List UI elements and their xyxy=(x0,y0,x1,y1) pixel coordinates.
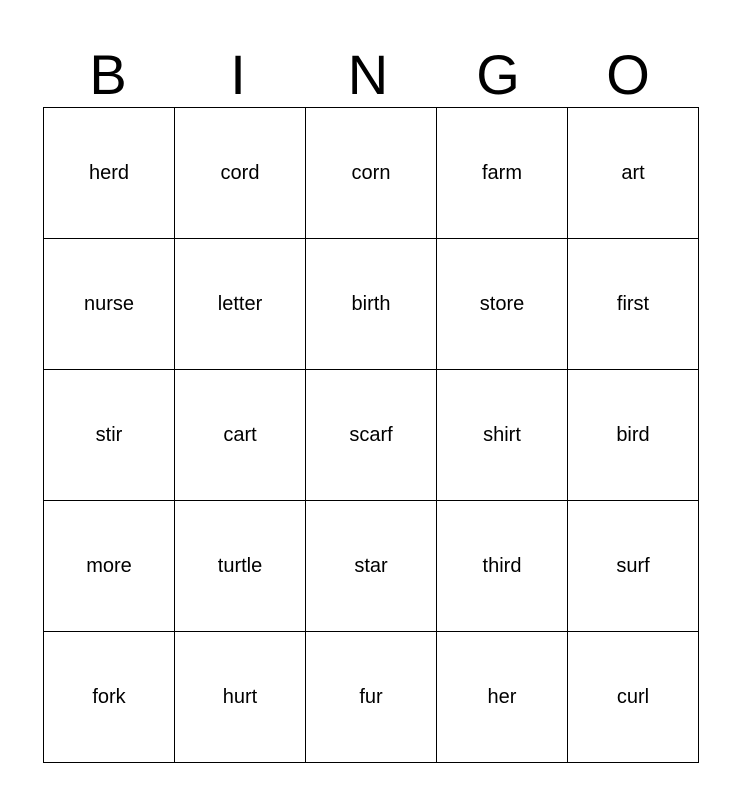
header-letter-i: I xyxy=(230,43,246,106)
board-cell[interactable]: surf xyxy=(568,501,699,632)
board-cell[interactable]: star xyxy=(306,501,437,632)
board-cell[interactable]: first xyxy=(568,239,699,370)
board-cell[interactable]: bird xyxy=(568,370,699,501)
board-cell[interactable]: herd xyxy=(44,108,175,239)
board-cell[interactable]: farm xyxy=(437,108,568,239)
board-row xyxy=(44,108,699,239)
header-letter-o: O xyxy=(606,43,650,106)
board-cell[interactable]: fork xyxy=(44,632,175,763)
board-cell[interactable]: birth xyxy=(306,239,437,370)
header-letter-b: B xyxy=(89,43,127,106)
board-cell[interactable]: curl xyxy=(568,632,699,763)
board-row xyxy=(44,501,699,632)
header-letter-n: N xyxy=(347,43,389,106)
board-cell[interactable]: corn xyxy=(306,108,437,239)
board-cell[interactable]: art xyxy=(568,108,699,239)
board-cell[interactable]: turtle xyxy=(175,501,306,632)
board-cell[interactable]: hurt xyxy=(175,632,306,763)
board-cell[interactable]: shirt xyxy=(437,370,568,501)
board-cell[interactable]: stir xyxy=(44,370,175,501)
board-cell[interactable]: store xyxy=(437,239,568,370)
board-row xyxy=(44,370,699,501)
board-cell[interactable]: letter xyxy=(175,239,306,370)
board-row xyxy=(44,239,699,370)
board-cell[interactable]: scarf xyxy=(306,370,437,501)
board-cell[interactable]: her xyxy=(437,632,568,763)
header-letter-g: G xyxy=(476,43,520,106)
board-cell[interactable]: cord xyxy=(175,108,306,239)
board-cell[interactable]: more xyxy=(44,501,175,632)
board-cell[interactable]: third xyxy=(437,501,568,632)
board-row xyxy=(44,632,699,763)
board-cell[interactable]: nurse xyxy=(44,239,175,370)
board-cell[interactable]: fur xyxy=(306,632,437,763)
bingo-board xyxy=(43,107,699,763)
board-cell[interactable]: cart xyxy=(175,370,306,501)
bingo-header xyxy=(43,44,693,106)
